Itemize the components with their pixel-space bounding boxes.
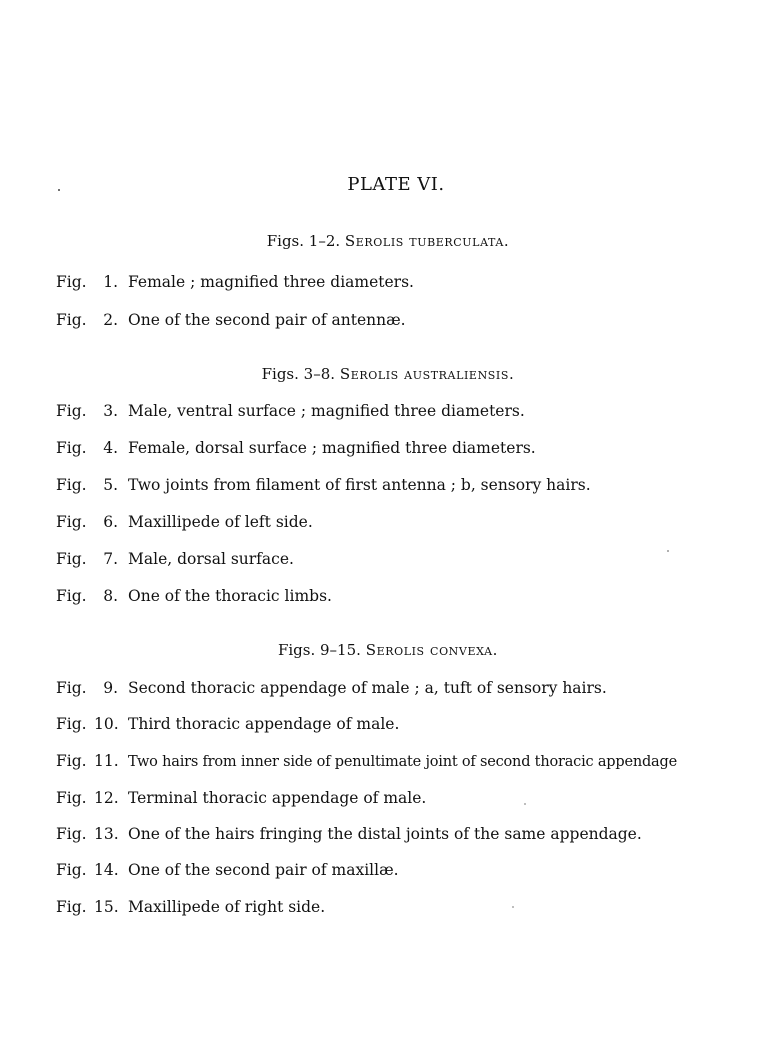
fig-label: Fig. bbox=[56, 752, 87, 770]
print-speck bbox=[524, 803, 526, 805]
section-heading-serolis-convexa bbox=[0, 641, 776, 659]
fig-number: 9. bbox=[103, 679, 118, 697]
figure-entry-8 bbox=[56, 585, 332, 607]
fig-label: Fig. bbox=[56, 311, 87, 329]
fig-description: Two joints from filament of first antenna ; b, sensory hairs. bbox=[128, 476, 591, 494]
figure-entry-9 bbox=[56, 677, 607, 699]
fig-label: Fig. bbox=[56, 825, 87, 843]
fig-description: One of the thoracic limbs. bbox=[128, 587, 332, 605]
fig-label: Fig. bbox=[56, 476, 87, 494]
fig-label: Fig. bbox=[56, 513, 87, 531]
section-species-name: Serolis australiensis. bbox=[339, 365, 515, 383]
fig-number: 1. bbox=[103, 273, 118, 291]
section-figs-range: Figs. 3–8. bbox=[261, 365, 336, 383]
figure-entry-10 bbox=[56, 713, 399, 735]
fig-number: 14. bbox=[94, 861, 119, 879]
section-heading-serolis-tuberculata bbox=[0, 232, 776, 250]
fig-label: Fig. bbox=[56, 861, 87, 879]
fig-description: One of the hairs fringing the distal joints of the same appendage. bbox=[128, 825, 642, 843]
fig-description: Maxillipede of right side. bbox=[128, 898, 326, 916]
figure-entry-14 bbox=[56, 859, 399, 881]
fig-description: Two hairs from inner side of penultimate joint of second thoracic appendage bbox=[128, 754, 677, 770]
print-speck bbox=[58, 189, 60, 191]
figure-entry-13 bbox=[56, 823, 642, 845]
section-species-name: Serolis convexa. bbox=[365, 641, 499, 659]
fig-number: 10. bbox=[94, 715, 119, 733]
figure-entry-6 bbox=[56, 511, 313, 533]
fig-description: Terminal thoracic appendage of male. bbox=[128, 789, 427, 807]
fig-number: 2. bbox=[103, 311, 118, 329]
figure-entry-1 bbox=[56, 271, 414, 293]
fig-number: 6. bbox=[103, 513, 118, 531]
figure-entry-15 bbox=[56, 896, 325, 918]
fig-number: 7. bbox=[103, 550, 118, 568]
figure-entry-11 bbox=[56, 750, 677, 772]
fig-number: 11. bbox=[94, 752, 119, 770]
fig-label: Fig. bbox=[56, 402, 87, 420]
fig-number: 3. bbox=[103, 402, 118, 420]
fig-label: Fig. bbox=[56, 715, 87, 733]
fig-number: 15. bbox=[94, 898, 119, 916]
fig-description: Male, ventral surface ; magnified three diameters. bbox=[128, 402, 525, 420]
fig-description: One of the second pair of antennæ. bbox=[128, 311, 406, 329]
figure-entry-5 bbox=[56, 474, 591, 496]
fig-label: Fig. bbox=[56, 439, 87, 457]
fig-description: Female ; magnified three diameters. bbox=[128, 273, 414, 291]
section-species-name: Serolis tuberculata. bbox=[344, 232, 510, 250]
figure-entry-4 bbox=[56, 437, 536, 459]
fig-description: Female, dorsal surface ; magnified three diameters. bbox=[128, 439, 536, 457]
section-heading-serolis-australiensis bbox=[0, 365, 776, 383]
fig-label: Fig. bbox=[56, 898, 87, 916]
figure-entry-3 bbox=[56, 400, 525, 422]
fig-number: 8. bbox=[103, 587, 118, 605]
fig-label: Fig. bbox=[56, 273, 87, 291]
fig-number: 12. bbox=[94, 789, 119, 807]
fig-description: One of the second pair of maxillæ. bbox=[128, 861, 399, 879]
plate-title: PLATE VI. bbox=[347, 174, 445, 195]
figure-entry-12 bbox=[56, 787, 426, 809]
fig-number: 5. bbox=[103, 476, 118, 494]
fig-description: Second thoracic appendage of male ; a, tuft of sensory hairs. bbox=[128, 679, 607, 697]
fig-description: Male, dorsal surface. bbox=[128, 550, 294, 568]
section-figs-range: Figs. 9–15. bbox=[277, 641, 361, 659]
fig-label: Fig. bbox=[56, 789, 87, 807]
fig-description: Maxillipede of left side. bbox=[128, 513, 313, 531]
fig-description: Third thoracic appendage of male. bbox=[128, 715, 400, 733]
print-speck bbox=[512, 906, 514, 908]
print-speck bbox=[667, 550, 669, 552]
fig-number: 13. bbox=[94, 825, 119, 843]
section-figs-range: Figs. 1–2. bbox=[266, 232, 341, 250]
fig-label: Fig. bbox=[56, 679, 87, 697]
fig-number: 4. bbox=[103, 439, 118, 457]
fig-label: Fig. bbox=[56, 587, 87, 605]
figure-entry-2 bbox=[56, 309, 406, 331]
fig-label: Fig. bbox=[56, 550, 87, 568]
figure-entry-7 bbox=[56, 548, 294, 570]
